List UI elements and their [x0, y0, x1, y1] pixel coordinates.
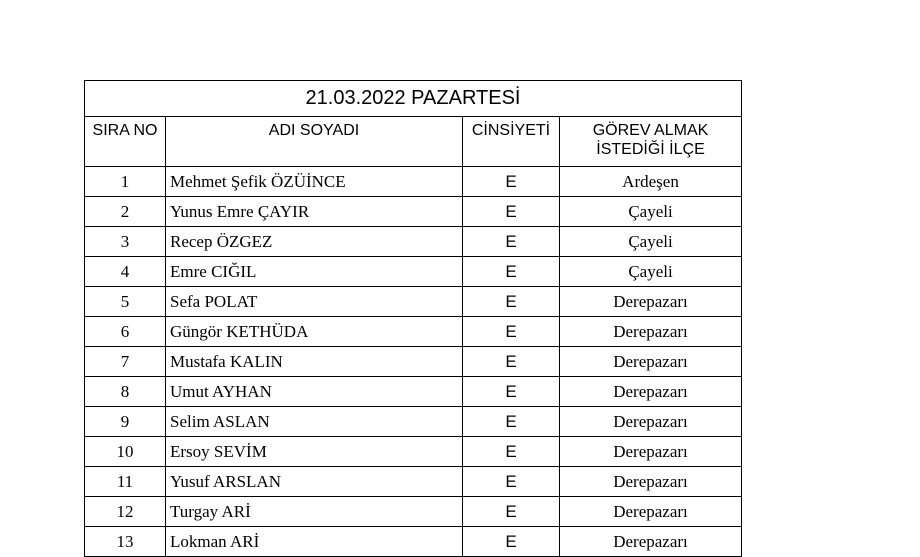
row-number: 6 [85, 317, 166, 347]
row-district: Çayeli [560, 227, 742, 257]
header-row [85, 117, 742, 167]
row-number: 5 [85, 287, 166, 317]
table-body [85, 167, 742, 557]
row-district: Derepazarı [560, 317, 742, 347]
row-name: Recep ÖZGEZ [166, 227, 463, 257]
row-name: Sefa POLAT [166, 287, 463, 317]
header-district-line1: GÖREV ALMAK [592, 122, 709, 139]
row-district: Derepazarı [560, 287, 742, 317]
row-number: 12 [85, 497, 166, 527]
row-sex: E [463, 347, 560, 377]
row-district: Çayeli [560, 197, 742, 227]
row-name: Yunus Emre ÇAYIR [166, 197, 463, 227]
row-name: Selim ASLAN [166, 407, 463, 437]
title-row [85, 81, 742, 117]
row-number: 13 [85, 527, 166, 557]
table-row [85, 437, 742, 467]
row-name: Mehmet Şefik ÖZÜİNCE [166, 167, 463, 197]
row-sex: E [463, 287, 560, 317]
row-name: Ersoy SEVİM [166, 437, 463, 467]
table-title: 21.03.2022 PAZARTESİ [85, 81, 742, 117]
row-district: Derepazarı [560, 377, 742, 407]
row-sex: E [463, 317, 560, 347]
row-number: 11 [85, 467, 166, 497]
header-name: ADI SOYADI [166, 117, 463, 167]
row-name: Emre CIĞIL [166, 257, 463, 287]
table-row [85, 347, 742, 377]
row-name: Mustafa KALIN [166, 347, 463, 377]
row-sex: E [463, 407, 560, 437]
header-sex: CİNSİYETİ [463, 117, 560, 167]
table-row [85, 317, 742, 347]
header-no: SIRA NO [85, 117, 166, 167]
table-row [85, 497, 742, 527]
table-row [85, 197, 742, 227]
row-sex: E [463, 167, 560, 197]
table-row [85, 227, 742, 257]
row-name: Güngör KETHÜDA [166, 317, 463, 347]
row-sex: E [463, 467, 560, 497]
row-sex: E [463, 527, 560, 557]
row-name: Lokman ARİ [166, 527, 463, 557]
row-district: Çayeli [560, 257, 742, 287]
roster-table [84, 80, 742, 557]
row-district: Derepazarı [560, 347, 742, 377]
table-row [85, 257, 742, 287]
row-sex: E [463, 497, 560, 527]
row-number: 9 [85, 407, 166, 437]
table-row [85, 287, 742, 317]
row-sex: E [463, 227, 560, 257]
row-sex: E [463, 257, 560, 287]
row-number: 10 [85, 437, 166, 467]
row-number: 2 [85, 197, 166, 227]
table-row [85, 527, 742, 557]
row-name: Yusuf ARSLAN [166, 467, 463, 497]
row-district: Derepazarı [560, 467, 742, 497]
row-district: Derepazarı [560, 437, 742, 467]
row-number: 1 [85, 167, 166, 197]
row-district: Ardeşen [560, 167, 742, 197]
row-sex: E [463, 377, 560, 407]
row-name: Umut AYHAN [166, 377, 463, 407]
row-sex: E [463, 197, 560, 227]
table-row [85, 377, 742, 407]
table-row [85, 467, 742, 497]
row-sex: E [463, 437, 560, 467]
header-district-line2: İSTEDİĞİ İLÇE [596, 141, 705, 158]
row-number: 3 [85, 227, 166, 257]
row-district: Derepazarı [560, 497, 742, 527]
row-number: 7 [85, 347, 166, 377]
header-district [560, 117, 742, 167]
row-district: Derepazarı [560, 527, 742, 557]
row-number: 4 [85, 257, 166, 287]
row-district: Derepazarı [560, 407, 742, 437]
table-row [85, 407, 742, 437]
row-name: Turgay ARİ [166, 497, 463, 527]
table-row [85, 167, 742, 197]
row-number: 8 [85, 377, 166, 407]
